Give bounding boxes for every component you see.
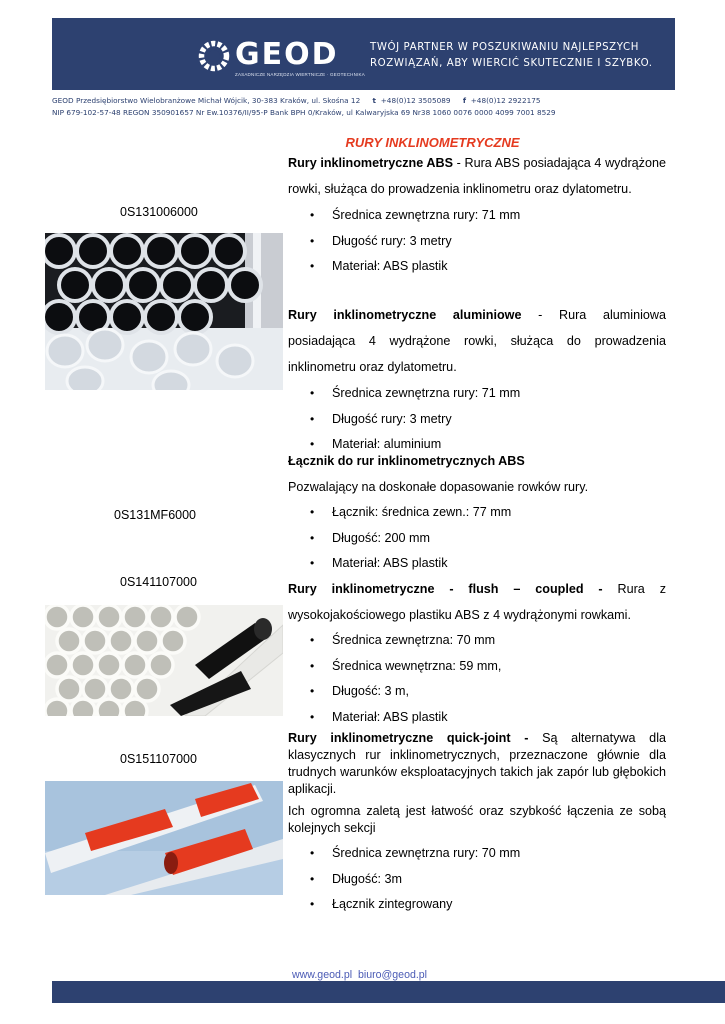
spec-item: • Średnica zewnętrzna rury: 71 mm [288,381,666,407]
product-code-quick-joint: 0S151107000 [120,752,197,766]
fax-label: f [462,96,467,105]
logo-wordmark: GEOD [235,37,339,72]
product-coupling [288,448,666,577]
spec-item: • Materiał: ABS plastik [288,254,666,280]
header-tagline [370,40,670,72]
spec-item: • Łącznik: średnica zewn.: 77 mm [288,500,666,526]
photo-flush-coupled-pipes [45,605,283,716]
spec-item: • Materiał: ABS plastik [288,705,666,731]
header-banner [52,18,675,90]
product-name-aluminium: Rury inklinometryczne aluminiowe [288,308,522,322]
product-code-flush: 0S141107000 [120,575,197,589]
product-name-coupling: Łącznik do rur inklinometrycznych ABS [288,454,525,468]
spec-item: • Długość: 200 mm [288,526,666,552]
spec-item: • Średnica zewnętrzna rury: 71 mm [288,203,666,229]
spec-item: • Długość rury: 3 metry [288,407,666,433]
spec-item: • Materiał: aluminium [288,432,666,458]
contact-line-1 [52,96,541,105]
logo-ring-icon [198,40,230,72]
phone-label: t [372,96,377,105]
footer-contact [292,969,427,981]
spec-item: • Średnica wewnętrzna: 59 mm, [288,654,666,680]
product-desc-coupling: Pozwalający na doskonałe dopasowanie rowków rury. [288,480,589,494]
page-title-text: RURY INKLINOMETRYCZNE [345,135,520,150]
product-name-abs: Rury inklinometryczne ABS [288,156,453,170]
company-address: GEOD Przedsiębiorstwo Wielobranżowe Michał Wójcik, 30-383 Kraków, ul. Skośna 12 [52,96,361,105]
tagline-line-1: TWÓJ PARTNER W POSZUKIWANIU NAJLEPSZYCH [370,42,639,53]
phone-number: +48(0)12 3505089 [380,96,451,105]
website-link[interactable]: www.geod.pl [292,969,353,981]
product-code-abs: 0S131006000 [120,205,198,219]
product-code-coupling: 0S131MF6000 [114,508,197,522]
logo-subtext: ZASADNICZE NARZĘDZIA WIERTNICZE · GEOTECHNIKA [235,72,365,77]
contact-line-2 [52,108,556,117]
spec-item: • Łącznik zintegrowany [288,892,666,918]
product-desc-aluminium: - Rura aluminiowa posiadająca 4 wydrążone rowki, służąca do prowadzenia inklinometru oraz dylatometru. [288,308,666,374]
fax-number: +48(0)12 2922175 [470,96,541,105]
email-link[interactable]: biuro@geod.pl [357,969,428,981]
product-abs [288,150,666,280]
spec-item: • Średnica zewnętrzna rury: 70 mm [288,841,666,867]
photo-quick-joint-pipes [45,781,283,895]
geod-logo [198,38,368,80]
product-flush-coupled [288,576,666,730]
spec-item: • Długość: 3m [288,867,666,893]
spec-item: • Długość rury: 3 metry [288,229,666,255]
product-name-quick-joint: Rury inklinometryczne quick-joint - [288,731,529,745]
photo-abs-pipes [45,233,283,390]
product-name-flush: Rury inklinometryczne - flush – coupled - [288,582,603,596]
tagline-line-2: ROZWIĄZAŃ, ABY WIERCIĆ SKUTECZNIE I SZYBKO. [370,58,653,69]
product-desc-flush: Rura z wysokojakościowego plastiku ABS z 4 wydrążonymi rowkami. [288,582,666,622]
spec-item: • Materiał: ABS plastik [288,551,666,577]
product-desc2-quick-joint: Ich ogromna zaletą jest łatwość oraz szybkość łączenia ze sobą kolejnych sekcji [288,804,666,835]
registration-and-bank: NIP 679-102-57-48 REGON 350901657 Nr Ew.10376/II/95-P Bank BPH 0/Kraków, ul Kalwaryjska 69 Nr38 1060 0076 0000 4099 7001 8529 [52,108,556,117]
product-aluminium [288,302,666,458]
spec-item: • Długość: 3 m, [288,679,666,705]
product-desc-quick-joint: Są alternatywa dla klasycznych rur inklinometrycznych, przeznaczone głównie dla trudnych warunków eksploatacyjnych takich jak zapór lub głębokich aplikacji. [288,731,666,796]
spec-item: • Średnica zewnętrzna: 70 mm [288,628,666,654]
product-desc-abs: - Rura ABS posiadająca 4 wydrążone rowki, służąca do prowadzenia inklinometru oraz dylatometru. [288,156,666,196]
product-quick-joint [288,730,666,918]
footer-bar [52,981,725,1003]
